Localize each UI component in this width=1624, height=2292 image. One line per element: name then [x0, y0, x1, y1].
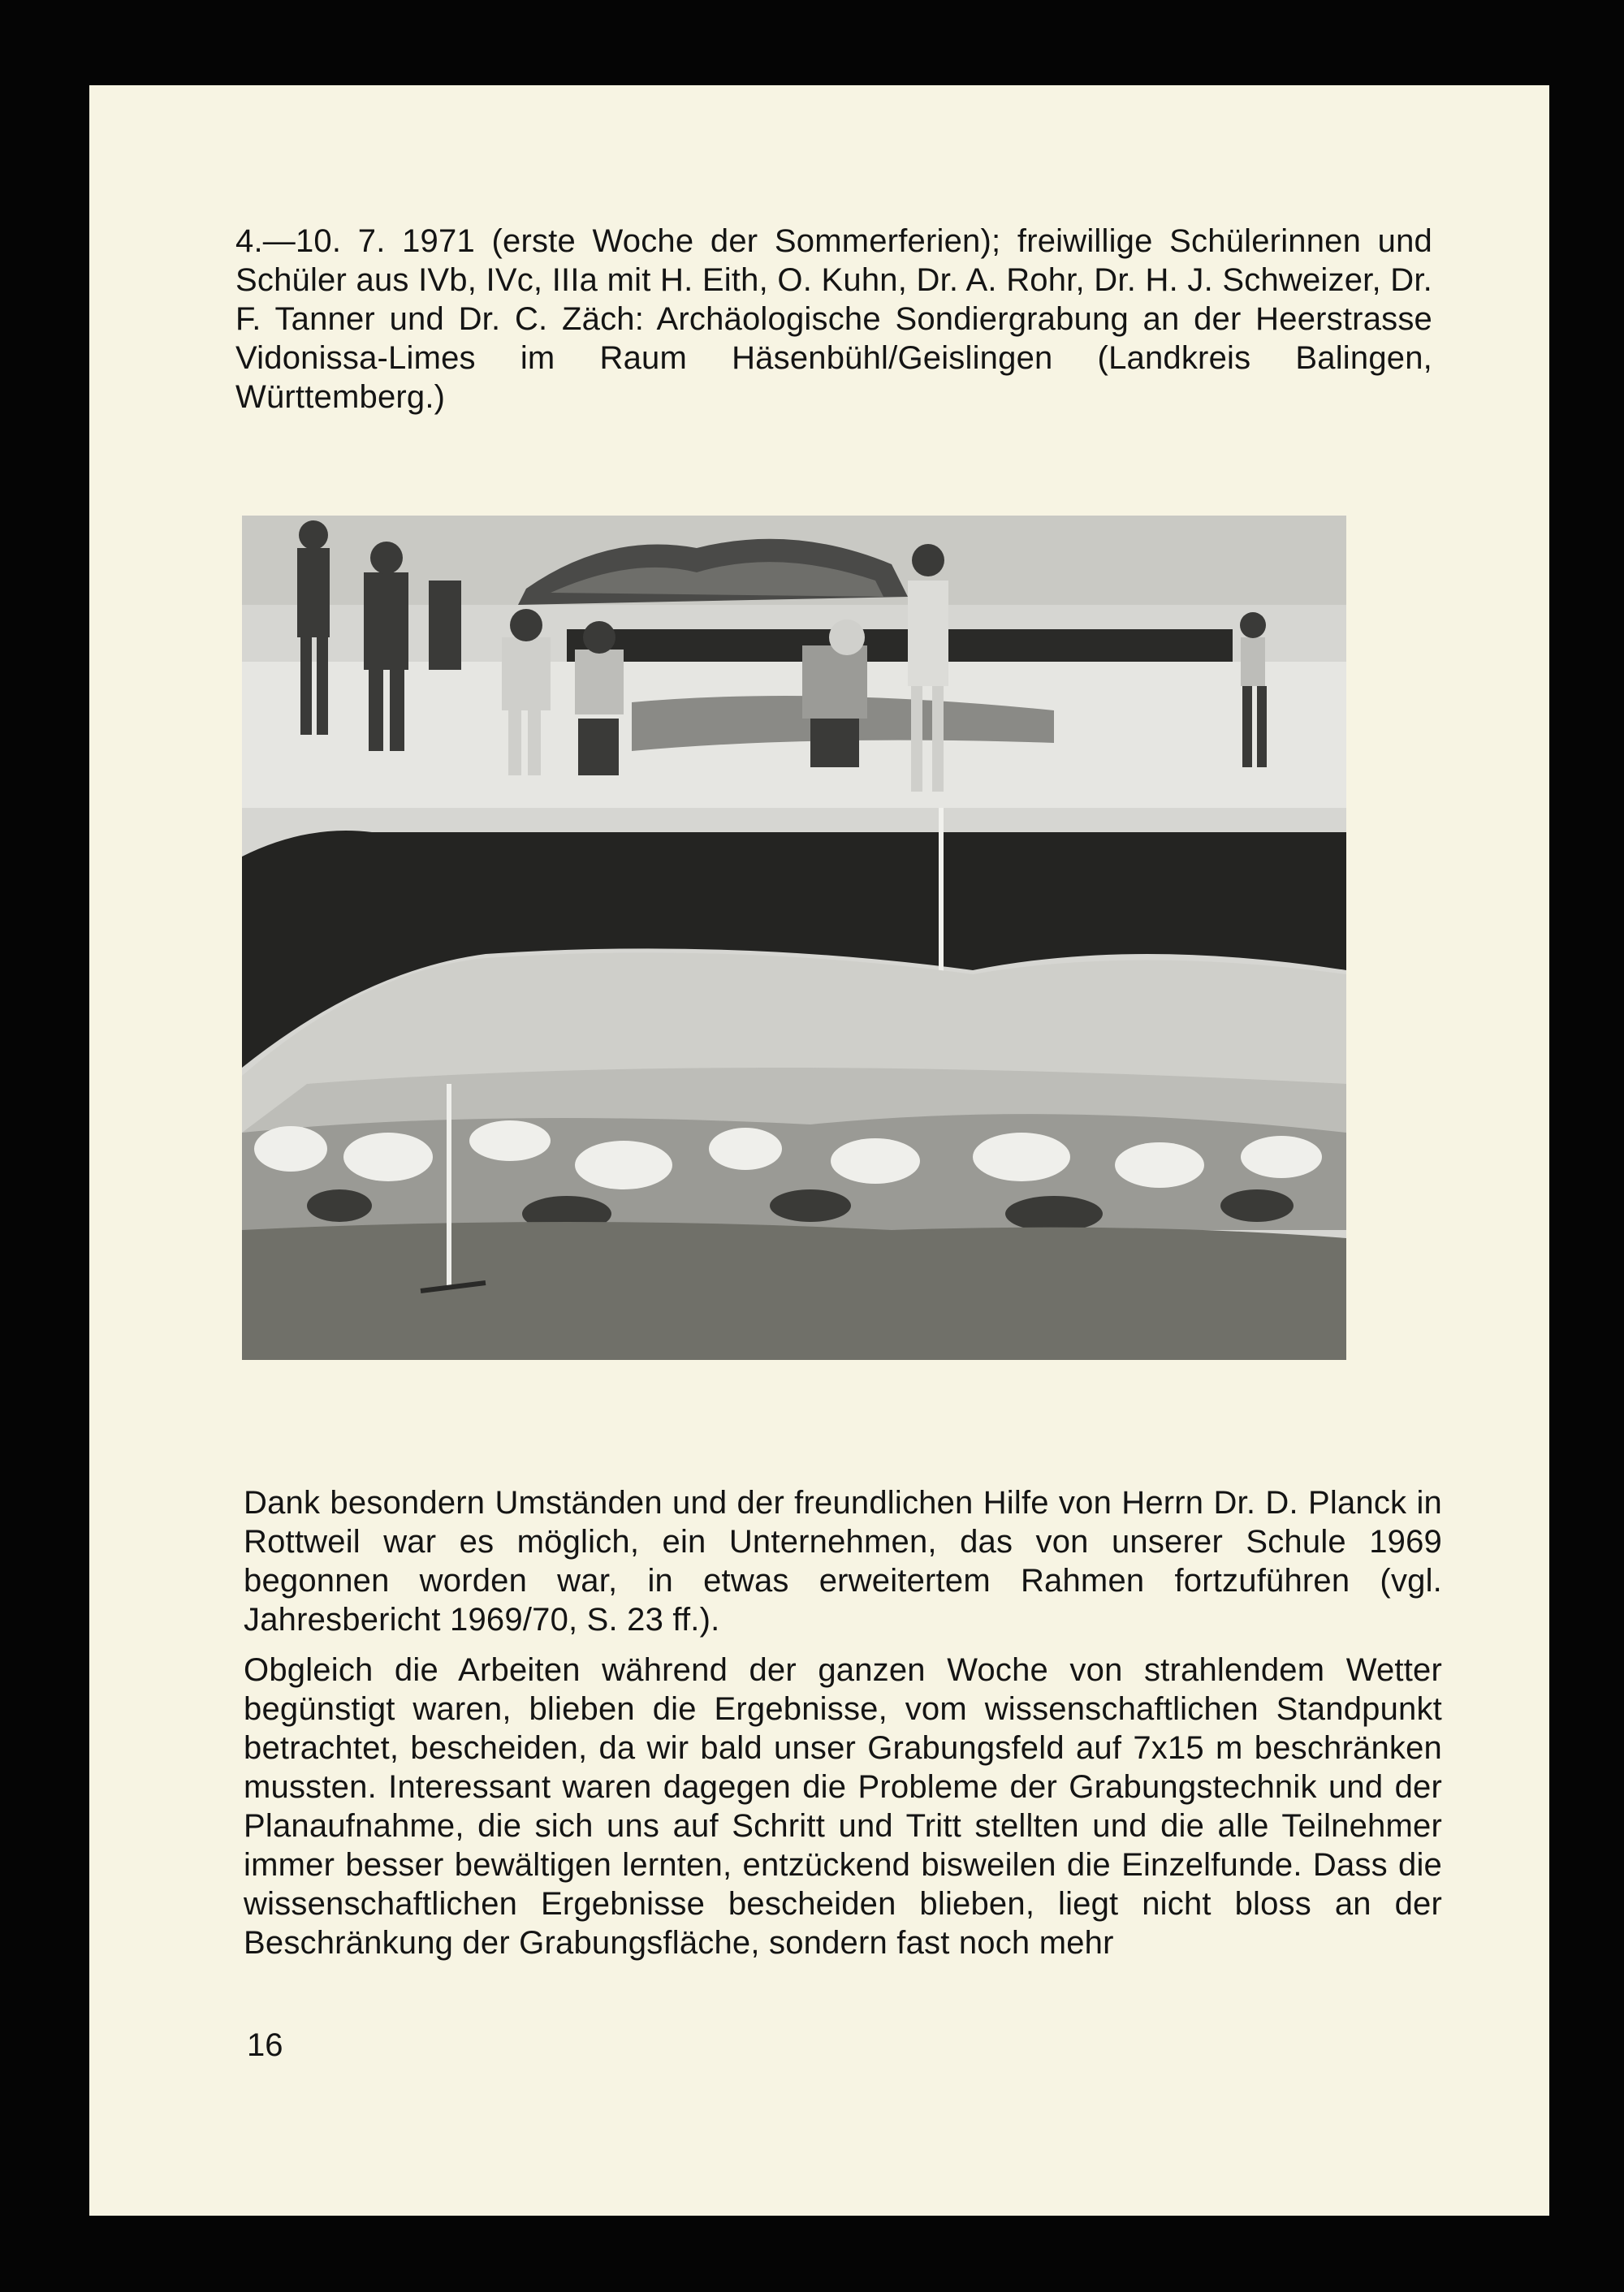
intro-paragraph: 4.—10. 7. 1971 (erste Woche der Sommerferien); freiwillige Schülerinnen und Schüler aus IVb, IVc, IIIa mit H. Eith, O. Kuhn, Dr. A. Rohr, Dr. H. J. Schweizer, Dr. F. Tanner und Dr. C. Zäch: Archäologische Sondiergrabung an der Heerstrasse Vidonissa-Limes im Raum Häsenbühl/Geislingen (Landkreis Balingen, Württemberg.): [235, 223, 1432, 415]
excavation-photo: [242, 516, 1346, 1360]
document-page: [89, 85, 1549, 2216]
page-number: 16: [247, 2027, 283, 2063]
paragraph-2: Obgleich die Arbeiten während der ganzen Woche von strahlendem Wetter begünstigt waren, blieben die Ergebnisse, vom wissenschaftlichen Standpunkt betrachtet, bescheiden, da wir bald unser Grabungsfeld auf 7x15 m beschränken mussten. Interessant waren dagegen die Probleme der Grabungstechnik und der Planaufnahme, die sich uns auf Schritt und Tritt stellten und die alle Teilnehmer immer besser bewältigen lernten, entzückend bisweilen die Einzelfunde. Dass die wissenschaftlichen Ergebnisse bescheiden blieben, liegt nicht bloss an der Beschränkung der Grabungsfläche, sondern fast noch mehr: [244, 1652, 1442, 1961]
excavation-photo-illustration: [242, 516, 1346, 1360]
paragraph-1: Dank besondern Umständen und der freundlichen Hilfe von Herrn Dr. D. Planck in Rottweil war es möglich, ein Unternehmen, das von unserer Schule 1969 begonnen worden war, in etwas erweitertem Rahmen fortzuführen (vgl. Jahresbericht 1969/70, S. 23 ff.).: [244, 1485, 1442, 1638]
